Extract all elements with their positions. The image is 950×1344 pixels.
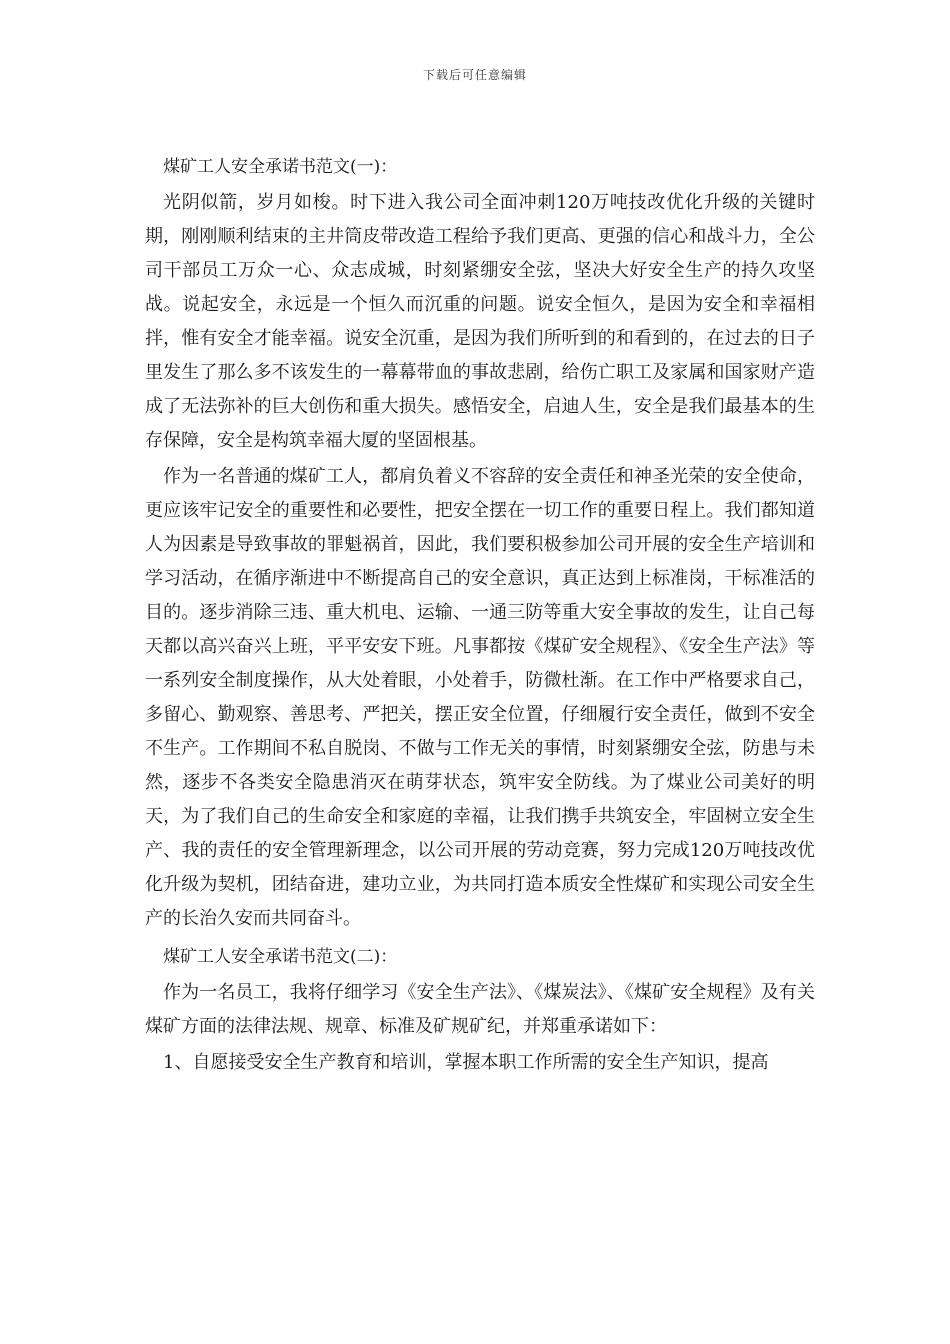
section-2-paragraph-2: 1、自愿接受安全生产教育和培训，掌握本职工作所需的安全生产知识，提高 (163, 1052, 769, 1073)
page-header: 下载后可任意编辑 (422, 68, 527, 82)
document-body (145, 150, 815, 1080)
section-2-heading: 煤矿工人安全承诺书范文(二)： (163, 947, 398, 967)
section-1-paragraph-1: 光阴似箭，岁月如梭。时下进入我公司全面冲刺120万吨技改优化升级的关键时期，刚刚顺利结束的主井筒皮带改造工程给予我们更高、更强的信心和战斗力，全公司干部员工万众一心、众志成城，时刻紧绷安全弦，坚决大好安全生产的持久攻坚战。说起安全，永远是一个恒久而沉重的问题。说安全恒久，是因为安全和幸福相拌，惟有安全才能幸福。说安全沉重，是因为我们所听到的和看到的，在过去的日子里发生了那么多不该发生的一幕幕带血的事故悲剧，给伤亡职工及家属和国家财产造成了无法弥补的巨大创伤和重大损失。感悟安全，启迪人生，安全是我们最基本的生存保障，安全是构筑幸福大厦的坚固根基。 (145, 192, 815, 451)
section-2-paragraph-1: 作为一名员工，我将仔细学习《安全生产法》、《煤炭法》、《煤矿安全规程》及有关煤矿方面的法律法规、规章、标准及矿规矿纪，并郑重承诺如下： (145, 982, 815, 1037)
section-1-heading: 煤矿工人安全承诺书范文(一)： (163, 157, 398, 177)
section-1-paragraph-2: 作为一名普通的煤矿工人，都肩负着义不容辞的安全责任和神圣光荣的安全使命，更应该牢记安全的重要性和必要性，把安全摆在一切工作的重要日程上。我们都知道人为因素是导致事故的罪魁祸首，因此，我们要积极参加公司开展的安全生产培训和学习活动，在循序渐进中不断提高自己的安全意识，真正达到上标准岗，干标准活的目的。逐步消除三违、重大机电、运输、一通三防等重大安全事故的发生，让自己每天都以高兴奋兴上班，平平安安下班。凡事都按《煤矿安全规程》、《安全生产法》等一系列安全制度操作，从大处着眼，小处着手，防微杜渐。在工作中严格要求自己，多留心、勤观察、善思考、严把关，摆正安全位置，仔细履行安全责任，做到不安全不生产。工作期间不私自脱岗、不做与工作无关的事情，时刻紧绷安全弦，防患与未然，逐步不各类安全隐患消灭在萌芽状态，筑牢安全防线。为了煤业公司美好的明天，为了我们自己的生命安全和家庭的幸福，让我们携手共筑安全，牢固树立安全生产、我的责任的安全管理新理念，以公司开展的劳动竞赛，努力完成120万吨技改优化升级为契机，团结奋进，建功立业，为共同打造本质安全性煤矿和实现公司安全生产的长治久安而共同奋斗。 (145, 466, 815, 929)
